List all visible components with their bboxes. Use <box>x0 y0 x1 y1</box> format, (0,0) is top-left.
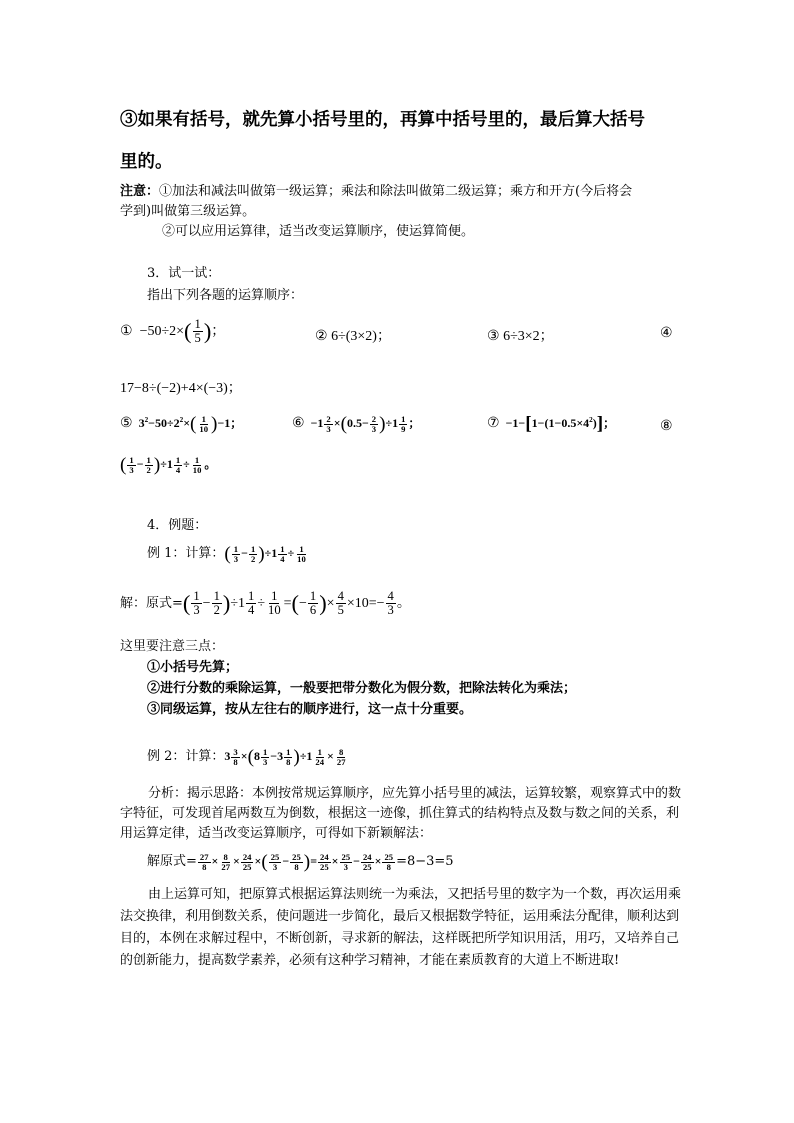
problem-2: ② 6÷(3×2)； <box>315 329 391 344</box>
note-text1: ①加法和减法叫做第一级运算；乘法和除法叫做第二级运算；乘方和开方(今后将会 <box>159 184 633 199</box>
note-line3: ②可以应用运算律，适当改变运算顺序，使运算简便。 <box>162 224 475 239</box>
problem-6: ⑥ −1 $\frac{2}{3}$ ×(0.5− $\frac{2}{3}$ )÷1 $\frac{1}{9}$ ； <box>292 413 421 435</box>
marker-5: ⑤ <box>120 416 133 431</box>
example1: 例 1：计算：( $\frac{1}{3}$ − $\frac{1}{2}$ )÷1 $\frac{1}{4}$ ÷ $\frac{1}{10}$ <box>147 543 306 565</box>
attention-title: 这里要注意三点： <box>120 639 225 654</box>
section3-title: 3．试一试： <box>147 266 221 281</box>
sol-label: 解：原式= <box>120 595 183 611</box>
ex2-label: 例 2：计算： <box>147 749 225 764</box>
marker-8: ⑧ <box>660 419 673 434</box>
solution2-label: 解原式= <box>147 854 197 869</box>
attention-2: ②进行分数的乘除运算，一般要把带分数化为假分数，把除法转化为乘法； <box>147 681 577 696</box>
analysis-paragraph: 分析：揭示思路：本例按常规运算顺序，应先算小括号里的减法，运算较繁，观察算式中的数字特征，可发现首尾两数互为倒数，根据这一迹像，抓住算式的结构特点及数与数之间的关系，利用运算定律，适当改变运算顺序，可得如下新颖解法： <box>120 786 682 841</box>
problem-3: ③ 6÷3×2； <box>487 329 554 344</box>
note-line2: 学到)叫做第三级运算。 <box>120 204 256 219</box>
attention-1: ①小括号先算； <box>147 660 239 675</box>
example2: 例 2：计算：3 $\frac{3}{8}$ ×(8 $\frac{1}{3}$ −3 $\frac{1}{8}$ )÷1 $\frac{1}{24}$ × $\frac{8}{27}$ <box>147 746 346 768</box>
rule3-line2: 里的。 <box>120 152 173 172</box>
marker-1: ① <box>120 323 133 339</box>
marker-7: ⑦ <box>487 416 500 431</box>
problem-4-expression: 17−8÷(−2)+4×(−3)； <box>120 381 242 396</box>
conclusion-paragraph: 由上运算可知，把原算式根据运算法则统一为乘法，又把括号里的数字为一个数，再次运用乘法交换律，利用倒数关系，使问题进一步简化，最后又根据数学特征，运用乘法分配律，顺利达到目的，本例在求解过程中，不断创新，寻求新的解法，这样既把所学知识用活，用巧，又培养自己的创新能力，提高数学素养，必须有这种学习精神，才能在素质教育的大道上不断进取! <box>120 887 682 968</box>
ex1-label: 例 1：计算： <box>147 546 225 561</box>
problem-7: ⑦ $-1-[1-(1-0.5\times 4^2)]$； <box>487 413 616 435</box>
marker-3: ③ <box>487 329 500 344</box>
note-line1 <box>120 182 632 202</box>
rule3-line1: ③如果有括号，就先算小括号里的，再算中括号里的，最后算大括号 <box>120 110 645 130</box>
marker-6: ⑥ <box>292 416 305 431</box>
section4-title: 4．例题： <box>147 518 208 533</box>
solution1: 解：原式=( $\frac{1}{3}$ − $\frac{1}{2}$ )÷1 $\frac{1}{4}$ ÷ $\frac{1}{10}$ =(− $\frac{1}{6}$ )× $\frac{4}{5}$ ×10=− $\frac{4}{3}$ 。 <box>120 589 411 618</box>
problem-1: ① −50÷2×( $\frac{1}{5}$ )； <box>120 317 226 346</box>
marker-4: ④ <box>660 326 673 341</box>
solution2: 解原式= $\frac{27}{8}$ × $\frac{8}{27}$ × $\frac{24}{25}$ ×( $\frac{25}{3}$ − $\frac{25}{8}$ )= $\frac{24}{25}$ × $\frac{25}{3}$ − $\frac{24}{25}$ × $\frac{25}{8}$ =8−3=5 <box>147 851 454 873</box>
problem-8-expression: ( $\frac{1}{3}$ − $\frac{1}{2}$ )÷1 $\frac{1}{4}$ ÷ $\frac{1}{10}$ 。 <box>120 454 217 476</box>
marker-2: ② <box>315 329 328 344</box>
problem-5: ⑤ $3^2-50\div 2^2\times$( $\frac{1}{10}$ )−1； <box>120 413 243 435</box>
section3-prompt: 指出下列各题的运算顺序： <box>147 288 304 303</box>
attention-3: ③同级运算，按从左往右的顺序进行，这一点十分重要。 <box>147 702 473 717</box>
note-label: 注意： <box>120 184 160 199</box>
